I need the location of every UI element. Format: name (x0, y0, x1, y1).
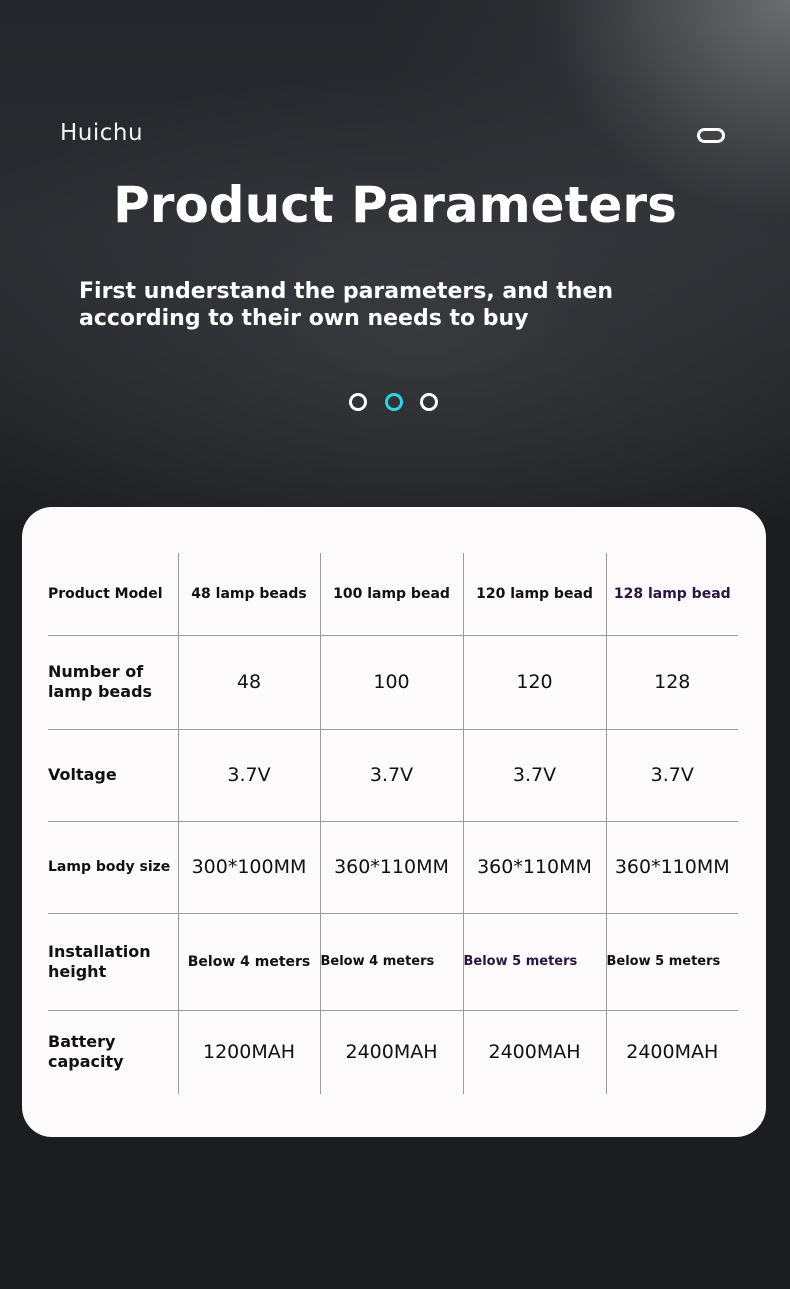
table-cell: 3.7V (320, 729, 463, 821)
table-cell: 2400MAH (320, 1010, 463, 1094)
carousel-dot-2-active[interactable] (385, 393, 403, 411)
pill-icon[interactable] (697, 128, 725, 143)
row-label-battery-capacity: Battery capacity (48, 1010, 178, 1094)
table-cell: 1200MAH (178, 1010, 320, 1094)
table-row (48, 913, 738, 1010)
model-header-3: 120 lamp bead (463, 553, 606, 635)
table-cell: 3.7V (178, 729, 320, 821)
brand-name: Huichu (60, 120, 144, 146)
row-label-installation-height: Installation height (48, 913, 178, 1010)
table-row (48, 729, 738, 821)
table-cell: 100 (320, 635, 463, 729)
table-row (48, 1010, 738, 1094)
parameters-table (48, 553, 738, 1094)
table-cell: 300*100MM (178, 821, 320, 913)
table-cell: 3.7V (463, 729, 606, 821)
model-header-4: 128 lamp bead (606, 553, 738, 635)
page-subtitle: First understand the parameters, and then according to their own needs to buy (79, 279, 614, 331)
table-cell: 360*110MM (463, 821, 606, 913)
row-label-lamp-body-size: Lamp body size (48, 821, 178, 913)
model-header-1: 48 lamp beads (178, 553, 320, 635)
page-title: Product Parameters (113, 176, 677, 234)
parameters-card (22, 507, 766, 1137)
table-cell: Below 4 meters (320, 913, 463, 1010)
table-row (48, 821, 738, 913)
table-cell: Below 5 meters (463, 913, 606, 1010)
row-label-product-model: Product Model (48, 553, 178, 635)
table-cell: 128 (606, 635, 738, 729)
row-label-lamp-beads: Number of lamp beads (48, 635, 178, 729)
table-row (48, 635, 738, 729)
table-cell: 2400MAH (626, 1041, 719, 1064)
table-cell: Below 4 meters (178, 913, 320, 1010)
table-cell: 2400MAH (463, 1010, 606, 1094)
table-cell: 360*110MM (606, 821, 738, 913)
model-header-2: 100 lamp bead (320, 553, 463, 635)
table-cell: 360*110MM (320, 821, 463, 913)
table-row-model (48, 553, 738, 635)
hero-banner (0, 0, 790, 520)
table-cell: 48 (178, 635, 320, 729)
table-cell: Below 5 meters (606, 913, 738, 1010)
table-cell: 120 (463, 635, 606, 729)
carousel-dot-3[interactable] (420, 393, 438, 411)
row-label-voltage: Voltage (48, 729, 178, 821)
carousel-dot-1[interactable] (349, 393, 367, 411)
table-cell: 3.7V (606, 729, 738, 821)
